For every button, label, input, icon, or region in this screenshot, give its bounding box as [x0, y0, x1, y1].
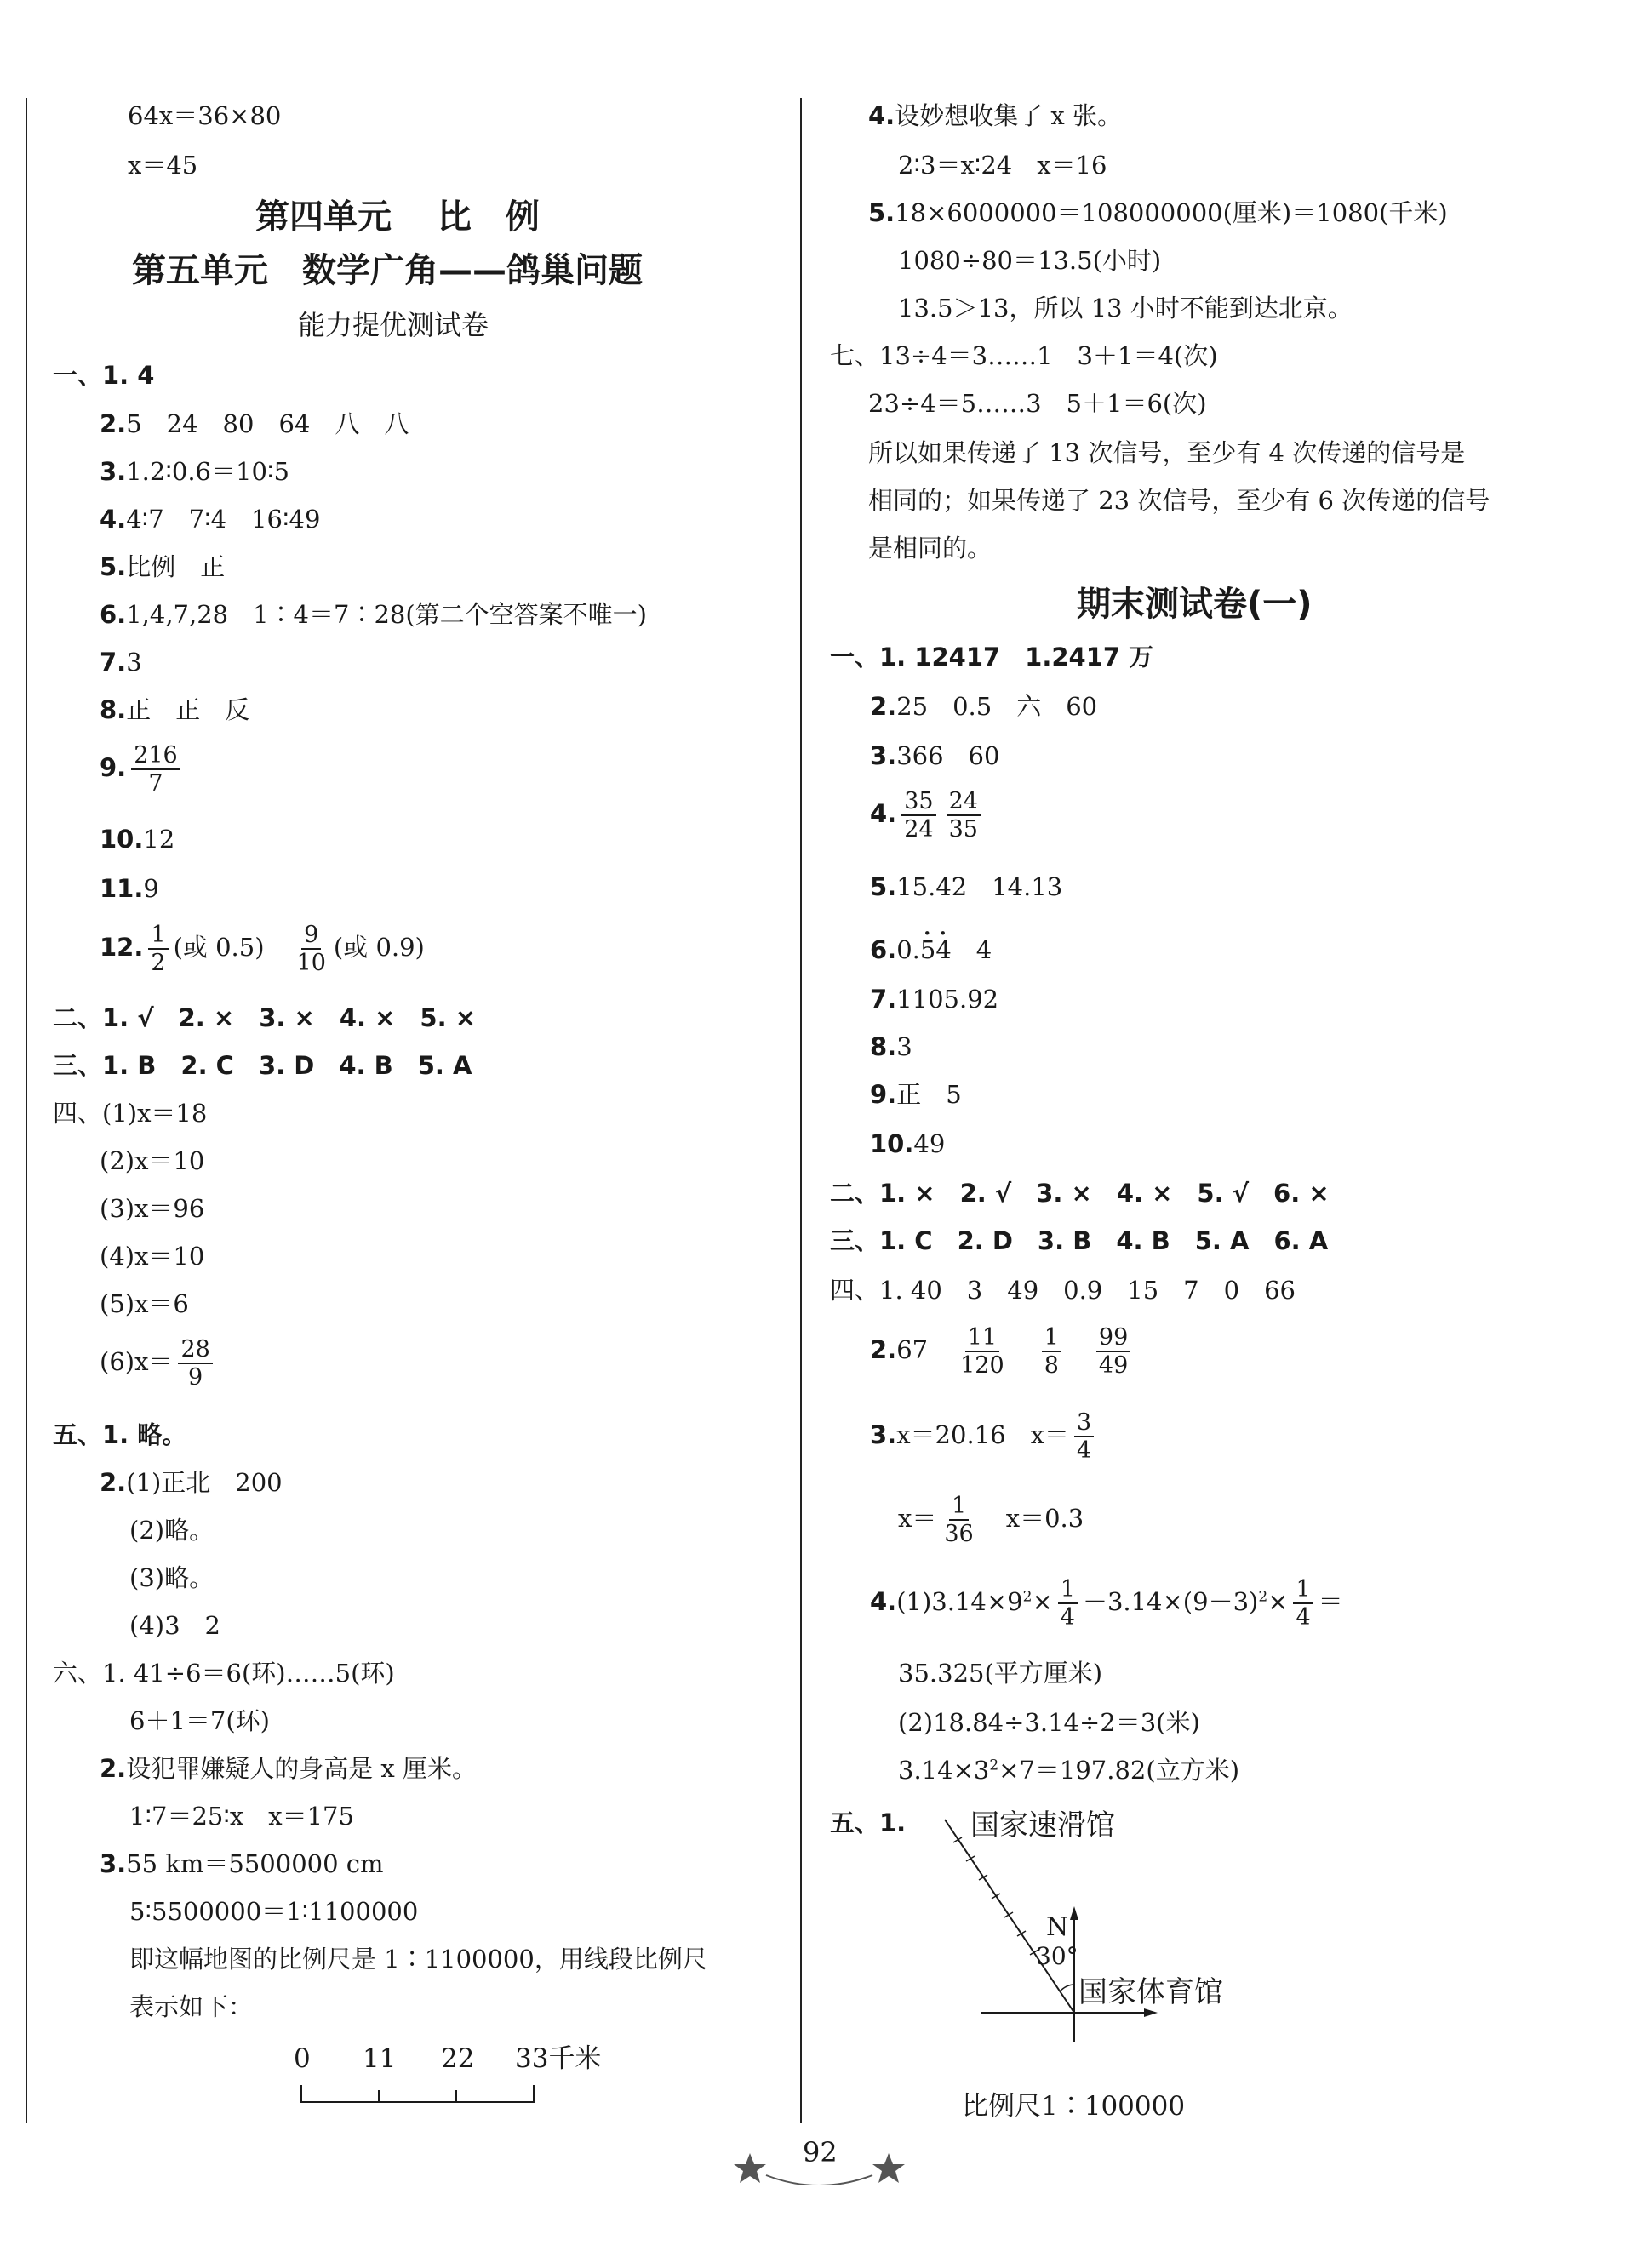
map-label-angle: 30° — [1036, 1942, 1078, 1970]
r7e: 是相同的。 — [868, 534, 992, 563]
fraction: $\frac{24}{35}$ — [947, 788, 981, 843]
s5-1: 五、1. 略。 — [53, 1420, 187, 1449]
s6-1b: 6＋1＝7(环) — [129, 1706, 270, 1735]
map-label-skating-hall: 国家速滑馆 — [970, 1808, 1115, 1842]
s5-2b: (2)略。 — [129, 1516, 215, 1545]
scale-line — [289, 2042, 579, 2111]
column-divider — [800, 98, 802, 2123]
scale-label-11: 11 — [363, 2043, 397, 2074]
left-margin-rule — [26, 98, 27, 2123]
final-test-title: 期末测试卷(一) — [1077, 585, 1313, 624]
s5-2: 2.(1)正北 200 — [100, 1468, 283, 1497]
r7: 七、13÷4＝3……1 3＋1＝4(次) — [830, 341, 1218, 370]
s6-2: 2.设犯罪嫌疑人的身高是 x 厘米。 — [100, 1754, 477, 1783]
f2-answers: 二、1. × 2. √ 3. × 4. × 5. √ 6. × — [830, 1179, 1330, 1208]
s3-answers: 三、1. B 2. C 3. D 4. B 5. A — [53, 1051, 472, 1080]
page-number-ornament — [728, 2134, 911, 2185]
scale-label-22: 22 — [441, 2043, 475, 2074]
fraction: $\frac{9}{10}$ — [296, 922, 326, 977]
left-line-2: x＝45 — [128, 151, 198, 180]
f1-q7: 7.1105.92 — [870, 985, 999, 1014]
s1-q2: 2.5 24 80 64 八 八 — [100, 409, 409, 438]
page-number: 92 — [803, 2136, 838, 2168]
r5c: 13.5＞13，所以 13 小时不能到达北京。 — [898, 294, 1353, 323]
r4: 4.设妙想收集了 x 张。 — [868, 101, 1122, 130]
f4-q2: 2.67 $\frac{11}{120}$ $\frac{1}{8}$ $\frac{99}{49}$ — [870, 1324, 1135, 1379]
fraction: $\frac{35}{24}$ — [901, 788, 935, 843]
map-scale: 比例尺1∶100000 — [962, 2091, 1186, 2122]
s1-q6: 6.1,4,7,28 1∶4＝7∶28(第二个空答案不唯一) — [100, 600, 647, 629]
r5b: 1080÷80＝13.5(小时) — [898, 246, 1162, 275]
s5-2c: (3)略。 — [129, 1563, 215, 1592]
scale-bar — [289, 2042, 602, 2111]
s6-1: 六、1. 41÷6＝6(环)……5(环) — [53, 1659, 395, 1688]
test-subtitle: 能力提优测试卷 — [298, 309, 489, 341]
f4-q4f: 35.325(平方厘米) — [898, 1659, 1103, 1688]
s6-3c: 即这幅地图的比例尺是 1∶1100000，用线段比例尺 — [129, 1945, 707, 1974]
fraction: $\frac{1}{8}$ — [1042, 1324, 1061, 1379]
s1-q10: 10.12 — [100, 825, 175, 854]
f3-answers: 三、1. C 2. D 3. B 4. B 5. A 6. A — [830, 1226, 1329, 1255]
f1-q6: 6.0.· 5· 4 4 — [870, 938, 992, 963]
s1-q4: 4.4∶7 7∶4 16∶49 — [100, 505, 321, 534]
s1-q5: 5.比例 正 — [100, 552, 226, 581]
scale-label-33: 33千米 — [515, 2043, 602, 2074]
fraction: $\frac{99}{49}$ — [1096, 1324, 1130, 1379]
fraction: $\frac{1}{2}$ — [148, 922, 168, 976]
f1-q1: 一、1. 12417 1.2417 万 — [830, 643, 1154, 671]
f4-q3: 3.x＝20.16 x＝ $\frac{3}{4}$ — [870, 1409, 1099, 1464]
r7b: 23÷4＝5……3 5＋1＝6(次) — [868, 389, 1207, 418]
unit5-title: 第五单元 数学广角——鸽巢问题 — [132, 251, 643, 290]
f4-q3b: x＝ $\frac{1}{36}$ x＝0.3 — [898, 1493, 1084, 1548]
s6-3: 3.55 km＝5500000 cm — [100, 1849, 384, 1878]
direction-diagram — [932, 1796, 1238, 2102]
f1-q5: 5.15.42 14.13 — [870, 872, 1063, 901]
f1-q10: 10.49 — [870, 1129, 946, 1158]
fraction: $\frac{1}{36}$ — [944, 1493, 974, 1548]
s2-answers: 二、1. √ 2. × 3. × 4. × 5. × — [53, 1003, 476, 1032]
left-line-1: 64x＝36×80 — [128, 101, 282, 130]
s1-q1: 一、1. 4 — [53, 361, 155, 390]
f4-q4h: $3.14\times 3^2\times 7=197.82$(立方米) — [898, 1756, 1240, 1785]
r4b: 2∶3＝x∶24 x＝16 — [898, 151, 1107, 180]
fraction: $\frac{1}{4}$ — [1058, 1576, 1078, 1631]
f4-q4: $4.(1)3.14\times 9^2\times$ $\frac{1}{4}$ $-3.14\times(9-3)^2\times$ $\frac{1}{4}$ ＝ — [870, 1576, 1343, 1631]
s6-3b: 5∶5500000＝1∶1100000 — [129, 1897, 419, 1926]
f1-q4: 4. $\frac{35}{24}$ $\frac{24}{35}$ — [870, 788, 986, 843]
f5-q1: 五、1. — [830, 1808, 907, 1837]
s1-q7: 7.3 — [100, 648, 142, 677]
fraction: $\frac{3}{4}$ — [1074, 1409, 1094, 1464]
f4-q1: 四、1. 40 3 49 0.9 15 7 0 66 — [830, 1276, 1296, 1305]
s5-2d: (4)3 2 — [129, 1611, 220, 1640]
f1-q8: 8.3 — [870, 1032, 912, 1061]
r5: 5.18×6000000＝108000000(厘米)＝1080(千米) — [868, 198, 1448, 227]
fraction: $\frac{1}{4}$ — [1293, 1576, 1313, 1631]
f1-q9: 9.正 5 — [870, 1080, 962, 1109]
f4-q4g: (2)18.84÷3.14÷2＝3(米) — [898, 1708, 1200, 1737]
s4-6: (6)x＝ $\frac{28}{9}$ — [100, 1336, 218, 1391]
fraction: $\frac{11}{120}$ — [960, 1324, 1004, 1380]
r7c: 所以如果传递了 13 次信号，至少有 4 次传递的信号是 — [868, 438, 1466, 467]
s4-1: 四、(1)x＝18 — [53, 1099, 208, 1128]
scale-label-0: 0 — [294, 2043, 311, 2074]
s6-3d: 表示如下： — [129, 1992, 254, 2021]
s1-q9: 9. $\frac{216}{7}$ — [100, 742, 186, 797]
s4-4: (4)x＝10 — [100, 1242, 205, 1271]
f1-q2: 2.25 0.5 六 60 — [870, 692, 1098, 721]
s6-2b: 1∶7＝25∶x x＝175 — [129, 1802, 354, 1831]
fraction: $\frac{28}{9}$ — [178, 1336, 212, 1391]
fraction: $\frac{216}{7}$ — [131, 742, 180, 797]
s4-5: (5)x＝6 — [100, 1289, 189, 1318]
f1-q3: 3.366 60 — [870, 741, 1000, 770]
r7d: 相同的；如果传递了 23 次信号，至少有 6 次传递的信号 — [868, 486, 1490, 515]
unit4-title: 第四单元 比 例 — [255, 197, 540, 237]
s1-q3: 3.1.2∶0.6＝10∶5 — [100, 457, 289, 486]
s4-2: (2)x＝10 — [100, 1146, 205, 1175]
s1-q12: 12. $\frac{1}{2}$ (或 0.5) $\frac{9}{10}$ (或 0.9) — [100, 922, 425, 977]
s1-q11: 11.9 — [100, 874, 159, 903]
map-label-stadium: 国家体育馆 — [1078, 1975, 1223, 2009]
s1-q8: 8.正 正 反 — [100, 695, 250, 724]
map-label-north: N — [1046, 1912, 1069, 1942]
s4-3: (3)x＝96 — [100, 1194, 205, 1223]
